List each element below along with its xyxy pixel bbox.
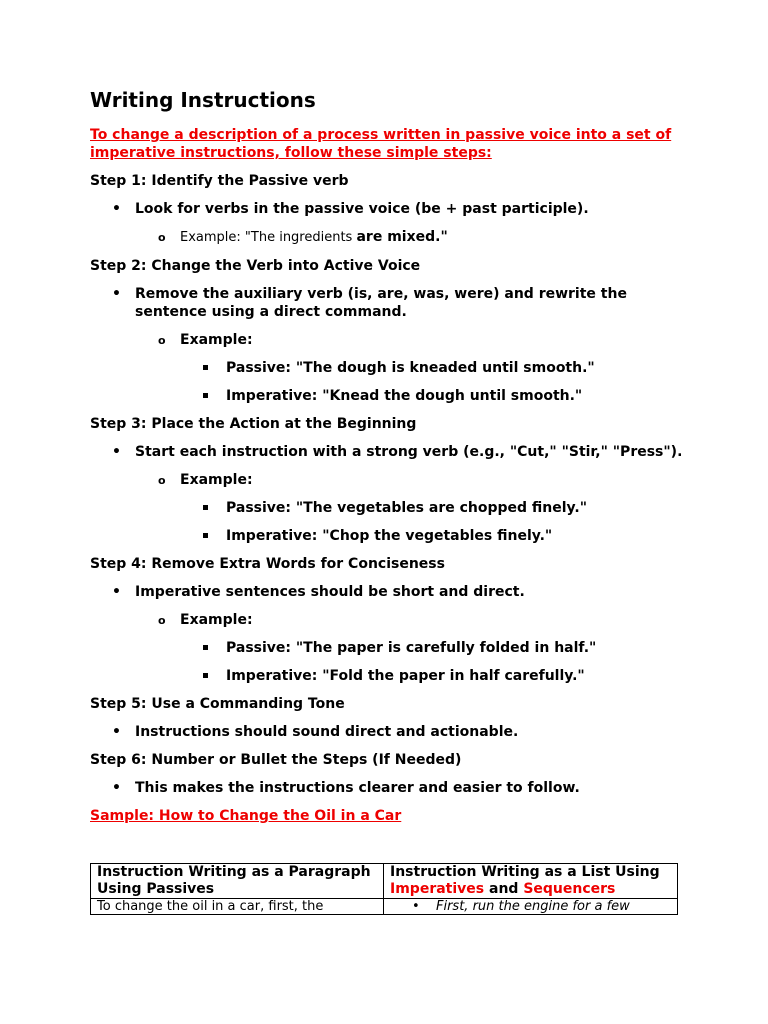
step-1-bullet: Look for verbs in the passive voice (be + past participle). bbox=[135, 201, 589, 217]
step-2-passive: Passive: "The dough is kneaded until smooth." bbox=[226, 360, 595, 376]
intro-link[interactable]: To change a description of a process written in passive voice into a set of imperative instructions, follow these simple steps: bbox=[90, 127, 672, 161]
bullet-icon: • bbox=[112, 724, 121, 740]
list-item bbox=[90, 331, 690, 349]
comparison-table bbox=[90, 863, 678, 915]
square-bullet-icon bbox=[203, 645, 208, 650]
step-1-heading: Step 1: Identify the Passive verb bbox=[90, 173, 349, 189]
document-page bbox=[90, 88, 690, 915]
step-3-heading: Step 3: Place the Action at the Beginning bbox=[90, 416, 417, 432]
step-5-heading: Step 5: Use a Commanding Tone bbox=[90, 696, 345, 712]
row1-col1-cell: To change the oil in a car, first, the bbox=[91, 899, 384, 915]
list-item bbox=[90, 583, 690, 601]
step-6-bullet: This makes the instructions clearer and easier to follow. bbox=[135, 780, 580, 796]
row1-col2-cell bbox=[384, 899, 678, 915]
list-item bbox=[90, 471, 690, 489]
step-2-imperative: Imperative: "Knead the dough until smooth." bbox=[226, 388, 583, 404]
step-3-example-label: Example: bbox=[180, 472, 253, 488]
list-item bbox=[90, 723, 690, 741]
step-4-passive: Passive: "The paper is carefully folded in half." bbox=[226, 640, 597, 656]
square-bullet-icon bbox=[203, 365, 208, 370]
list-item bbox=[90, 499, 690, 517]
step-1-example-text: Example: "The ingredients bbox=[180, 230, 357, 245]
list-item bbox=[90, 285, 690, 321]
list-item bbox=[90, 639, 690, 657]
step-3-imperative: Imperative: "Chop the vegetables finely." bbox=[226, 528, 553, 544]
col2-header-sequencers: Sequencers bbox=[523, 881, 616, 897]
list-item bbox=[90, 667, 690, 685]
col2-header-text: Instruction Writing as a List Using bbox=[390, 864, 660, 880]
circle-bullet-icon: o bbox=[158, 474, 166, 487]
step-5-bullet: Instructions should sound direct and actionable. bbox=[135, 724, 519, 740]
circle-bullet-icon: o bbox=[158, 231, 166, 244]
step-6-heading: Step 6: Number or Bullet the Steps (If Needed) bbox=[90, 752, 462, 768]
step-3-passive: Passive: "The vegetables are chopped finely." bbox=[226, 500, 587, 516]
bullet-icon: • bbox=[112, 444, 121, 460]
circle-bullet-icon: o bbox=[158, 334, 166, 347]
step-4-heading: Step 4: Remove Extra Words for Conciseness bbox=[90, 556, 445, 572]
square-bullet-icon bbox=[203, 393, 208, 398]
step-4-example-label: Example: bbox=[180, 612, 253, 628]
col1-header: Instruction Writing as a Paragraph Using Passives bbox=[91, 864, 384, 899]
step-2-example-label: Example: bbox=[180, 332, 253, 348]
list-item bbox=[90, 443, 690, 461]
table-header-row bbox=[91, 864, 678, 899]
list-item bbox=[90, 387, 690, 405]
square-bullet-icon bbox=[203, 533, 208, 538]
circle-bullet-icon: o bbox=[158, 614, 166, 627]
row1-col2-text: First, run the engine for a few bbox=[436, 899, 630, 914]
sample-link[interactable]: Sample: How to Change the Oil in a Car bbox=[90, 808, 402, 824]
list-item bbox=[90, 611, 690, 629]
square-bullet-icon bbox=[203, 673, 208, 678]
bullet-icon: • bbox=[112, 201, 121, 217]
square-bullet-icon bbox=[203, 505, 208, 510]
col2-header bbox=[384, 864, 678, 899]
table-row bbox=[91, 899, 678, 915]
list-item bbox=[90, 527, 690, 545]
step-1-example-bold: are mixed." bbox=[356, 229, 448, 245]
step-2-bullet: Remove the auxiliary verb (is, are, was, were) and rewrite the sentence using a direct command. bbox=[135, 286, 627, 320]
bullet-icon: • bbox=[112, 780, 121, 796]
list-item bbox=[90, 359, 690, 377]
bullet-icon: • bbox=[412, 899, 420, 914]
step-4-bullet: Imperative sentences should be short and direct. bbox=[135, 584, 525, 600]
step-2-heading: Step 2: Change the Verb into Active Voice bbox=[90, 258, 421, 274]
list-item bbox=[90, 779, 690, 797]
step-4-imperative: Imperative: "Fold the paper in half carefully." bbox=[226, 668, 585, 684]
step-3-bullet: Start each instruction with a strong verb (e.g., "Cut," "Stir," "Press"). bbox=[135, 444, 683, 460]
col2-header-imperatives: Imperatives bbox=[390, 881, 485, 897]
bullet-icon: • bbox=[112, 584, 121, 600]
bullet-icon: • bbox=[112, 286, 121, 302]
list-item bbox=[90, 228, 690, 247]
col2-header-and: and bbox=[484, 881, 524, 897]
page-title: Writing Instructions bbox=[90, 88, 316, 112]
list-item bbox=[90, 200, 690, 218]
